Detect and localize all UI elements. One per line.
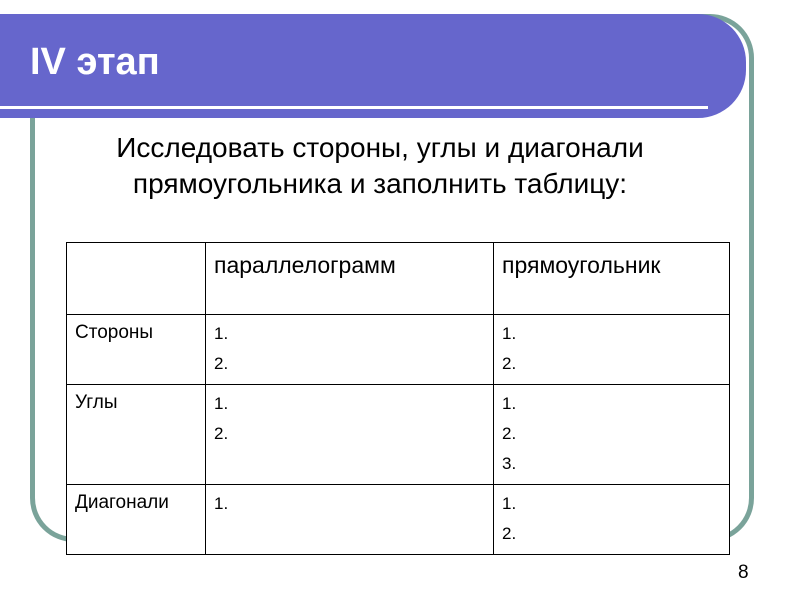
table-row-diagonals bbox=[67, 485, 730, 555]
table-header-row bbox=[67, 243, 730, 315]
comparison-table bbox=[66, 242, 730, 555]
list-item: 2. bbox=[214, 424, 229, 443]
sides-parallelogram-cell bbox=[206, 315, 494, 385]
sides-rectangle-cell bbox=[494, 315, 730, 385]
column-header-parallelogram-cell bbox=[206, 243, 494, 315]
row-label-diagonals: Диагонали bbox=[75, 492, 169, 513]
diagonals-parallelogram-cell bbox=[206, 485, 494, 555]
list-item: 2. bbox=[502, 524, 517, 543]
list-item: 1. bbox=[214, 494, 229, 513]
column-header-rectangle: прямоугольник bbox=[502, 252, 661, 278]
list-item: 2. bbox=[214, 354, 229, 373]
slide-title: IV этап bbox=[30, 41, 160, 83]
column-header-parallelogram: параллелограмм bbox=[214, 252, 396, 278]
list-item: 3. bbox=[502, 454, 517, 473]
column-header-rectangle-cell bbox=[494, 243, 730, 315]
title-underline bbox=[0, 106, 708, 109]
list-item: 1. bbox=[502, 494, 517, 513]
list-item: 2. bbox=[502, 424, 517, 443]
row-label-cell bbox=[67, 385, 206, 485]
angles-parallelogram-cell bbox=[206, 385, 494, 485]
angles-rectangle-cell bbox=[494, 385, 730, 485]
column-header-empty bbox=[67, 243, 205, 251]
task-text-line-2: прямоугольника и заполнить таблицу: bbox=[132, 168, 628, 199]
table-row-angles bbox=[67, 385, 730, 485]
page-number: 8 bbox=[738, 562, 749, 583]
row-label-angles: Углы bbox=[75, 392, 118, 413]
diagonals-rectangle-cell bbox=[494, 485, 730, 555]
list-item: 2. bbox=[502, 354, 517, 373]
row-label-sides: Стороны bbox=[75, 322, 154, 343]
task-text-line-1: Исследовать стороны, углы и диагонали bbox=[116, 132, 644, 163]
list-item: 1. bbox=[502, 324, 517, 343]
list-item: 1. bbox=[214, 394, 229, 413]
list-item: 1. bbox=[214, 324, 229, 343]
table-row-sides bbox=[67, 315, 730, 385]
task-text bbox=[40, 130, 720, 202]
row-label-cell bbox=[67, 485, 206, 555]
table-header-empty-cell bbox=[67, 243, 206, 315]
list-item: 1. bbox=[502, 394, 517, 413]
row-label-cell bbox=[67, 315, 206, 385]
